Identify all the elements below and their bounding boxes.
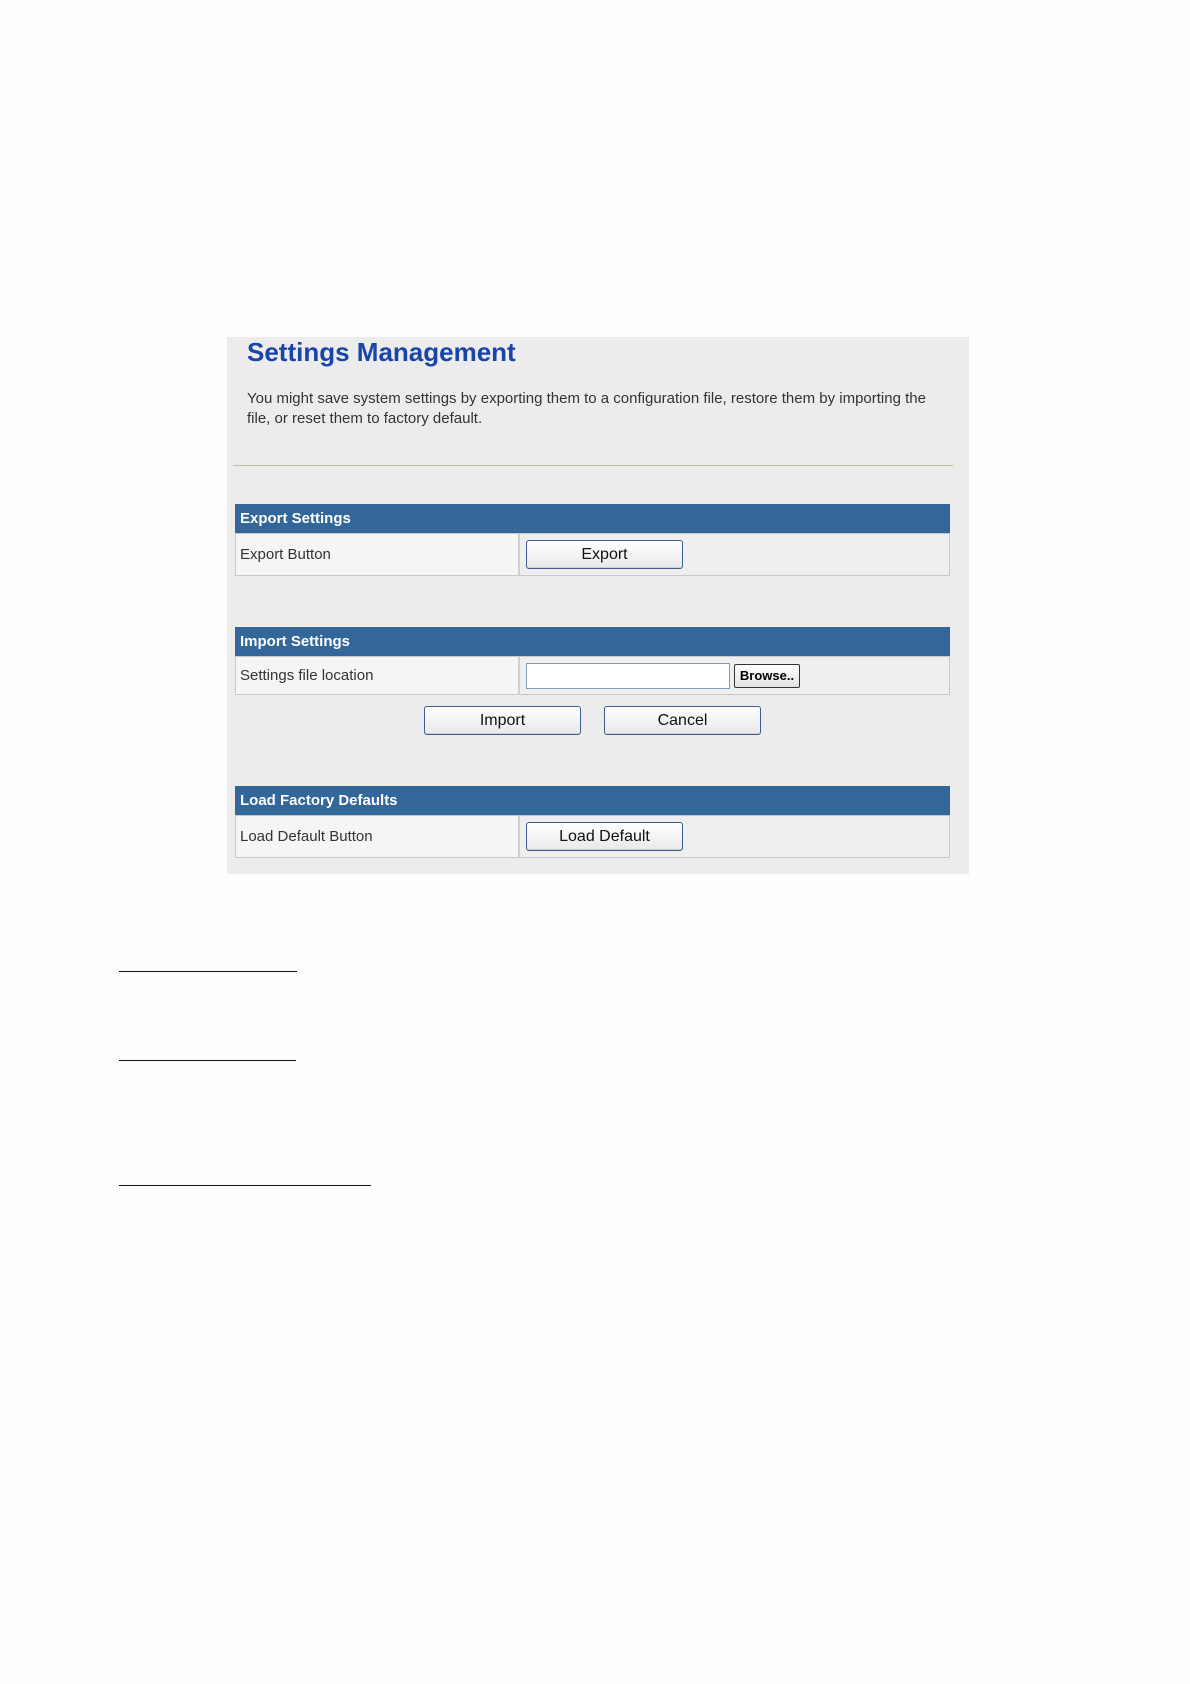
divider [233,465,953,466]
cancel-button[interactable]: Cancel [604,706,761,735]
load-default-button-label: Load Default Button [236,816,520,857]
export-button-label: Export Button [236,534,520,575]
load-default-button-cell [520,816,949,857]
settings-file-input[interactable] [526,663,730,689]
import-button[interactable]: Import [424,706,581,735]
browse-button[interactable]: Browse.. [734,664,800,688]
heading-underline-1 [119,971,297,972]
export-settings-row [235,533,950,576]
heading-underline-2 [119,1060,296,1061]
export-button-cell [520,534,949,575]
settings-panel [227,337,969,874]
import-settings-header: Import Settings [235,627,950,656]
load-factory-defaults-header: Load Factory Defaults [235,786,950,815]
heading-underline-3 [119,1185,371,1186]
export-settings-header: Export Settings [235,504,950,533]
import-settings-row [235,656,950,695]
page-title: Settings Management [247,337,516,367]
load-default-button[interactable]: Load Default [526,822,683,851]
settings-file-location-label: Settings file location [236,657,520,694]
settings-file-location-cell [520,657,949,694]
export-button[interactable]: Export [526,540,683,569]
load-factory-defaults-row [235,815,950,858]
page-description: You might save system settings by exporting them to a configuration file, restore them by importing the file, or reset them to factory default. [247,390,926,427]
